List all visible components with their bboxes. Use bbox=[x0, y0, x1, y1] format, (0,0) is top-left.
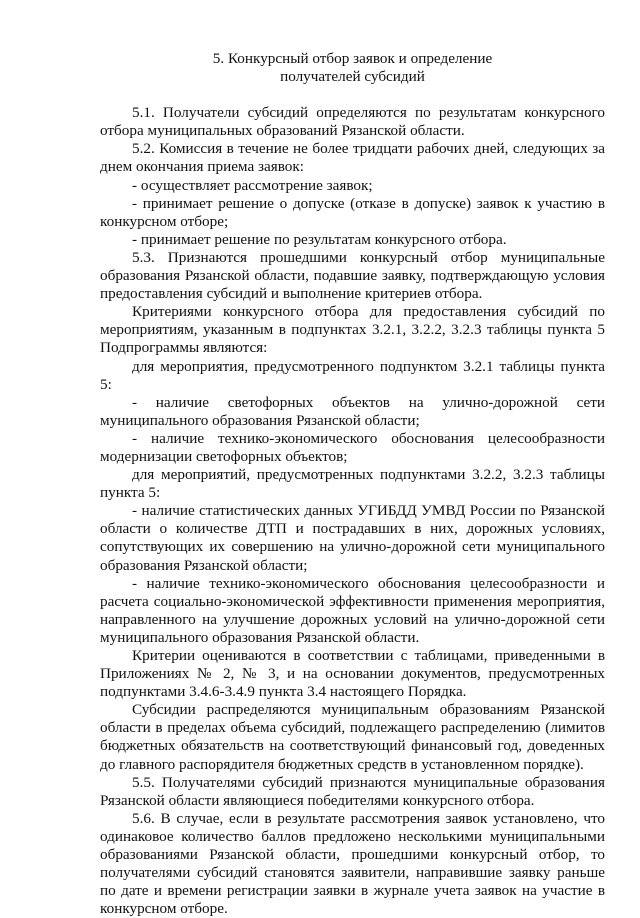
section-title-line-2: получателей субсидий bbox=[280, 68, 425, 86]
document-page bbox=[100, 50, 605, 918]
section-title bbox=[100, 50, 605, 86]
list-item-review: - осуществляет рассмотрение заявок; bbox=[132, 176, 373, 194]
paragraph-measure-3-2-1: для мероприятия, предусмотренного подпунктом 3.2.1 таблицы пункта 5: bbox=[100, 357, 605, 393]
paragraph-criteria-evaluation: Критерии оцениваются в соответствии с таблицами, приведенными в Приложениях № 2, № 3, и на основании документов, предусмотренных подпунктами 3.4.6-3.4.9 пункта 3.4 настоящего Порядка. bbox=[100, 647, 605, 701]
paragraph-5-1: 5.1. Получатели субсидий определяются по результатам конкурсного отбора муниципальных образований Рязанской области. bbox=[100, 104, 605, 140]
paragraph-5-6: 5.6. В случае, если в результате рассмотрения заявок установлено, что одинаковое количество баллов предложено несколькими муниципальными образованиями Рязанской области, прошедшими конкурсный отбор, то получателями субсидий становятся заявители, направившие заявку раньше по дате и времени регистрации заявки в журнале учета заявок на участие в конкурсном отборе. bbox=[100, 809, 605, 918]
paragraph-criteria: Критериями конкурсного отбора для предоставления субсидий по мероприятиям, указанным в подпунктах 3.2.1, 3.2.2, 3.2.3 таблицы пункта 5 Подпрограммы являются: bbox=[100, 303, 605, 357]
list-item-admission: - принимает решение о допуске (отказе в допуске) заявок к участию в конкурсном отборе; bbox=[100, 194, 605, 230]
paragraph-5-5: 5.5. Получателями субсидий признаются муниципальные образования Рязанской области являющиеся победителями конкурсного отбора. bbox=[100, 773, 605, 809]
list-item-traffic-lights: - наличие светофорных объектов на улично-дорожной сети муниципального образования Рязанской области; bbox=[100, 393, 605, 429]
list-item-decision: - принимает решение по результатам конкурсного отбора. bbox=[132, 230, 507, 248]
paragraph-5-2: 5.2. Комиссия в течение не более тридцати рабочих дней, следующих за днем окончания приема заявок: bbox=[100, 140, 605, 176]
list-item-statistics: - наличие статистических данных УГИБДД УМВД России по Рязанской области о количестве ДТП и пострадавших в них, дорожных условиях, сопутствующих их совершению на улично-дорожной сети муниципального образования Рязанской области; bbox=[100, 502, 605, 574]
list-item-feasibility-efficiency: - наличие технико-экономического обоснования целесообразности и расчета социально-экономической эффективности применения мероприятия, направленного на улучшение дорожных условий на улично-дорожной сети муниципального образования Рязанской области. bbox=[100, 574, 605, 646]
list-item-feasibility-modernization: - наличие технико-экономического обоснования целесообразности модернизации светофорных объектов; bbox=[100, 429, 605, 465]
paragraph-5-3: 5.3. Признаются прошедшими конкурсный отбор муниципальные образования Рязанской области, подавшие заявку, подтверждающую условия предоставления субсидий и выполнение критериев отбора. bbox=[100, 248, 605, 303]
paragraph-distribution: Субсидии распределяются муниципальным образованиям Рязанской области в пределах объема субсидий, подлежащего распределению (лимитов бюджетных обязательств на соответствующий финансовый год, доведенных до главного распорядителя бюджетных средств в установленном порядке). bbox=[100, 701, 605, 773]
section-title-line-1: 5. Конкурсный отбор заявок и определение bbox=[212, 50, 493, 67]
paragraph-measures-3-2-2-3-2-3: для мероприятий, предусмотренных подпунктами 3.2.2, 3.2.3 таблицы пункта 5: bbox=[100, 466, 605, 502]
